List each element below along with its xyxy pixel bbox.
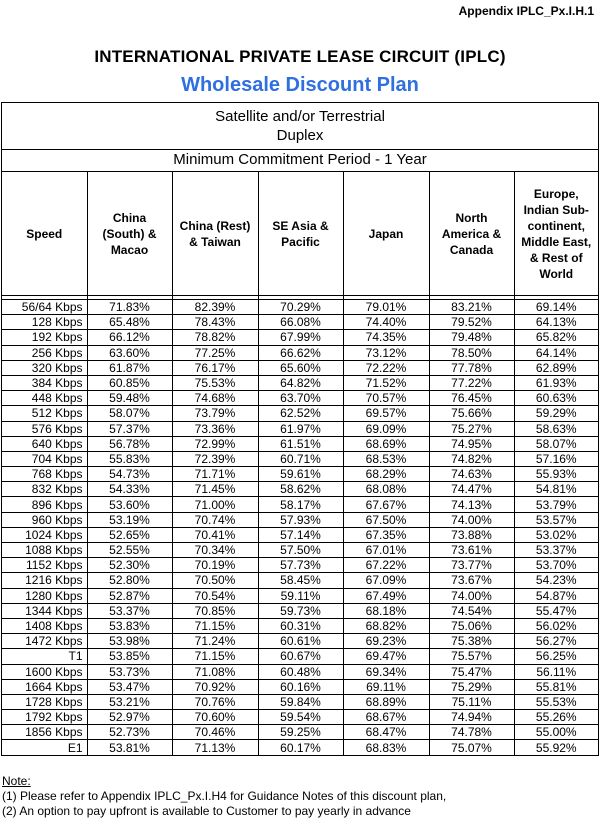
discount-cell: 58.07% xyxy=(514,436,598,451)
discount-cell: 70.76% xyxy=(172,694,258,709)
speed-cell: 896 Kbps xyxy=(2,497,87,512)
discount-cell: 68.67% xyxy=(343,710,429,725)
discount-cell: 71.52% xyxy=(343,375,429,390)
discount-cell: 57.16% xyxy=(514,451,598,466)
discount-cell: 82.39% xyxy=(172,300,258,315)
table-row xyxy=(2,482,598,497)
discount-cell: 74.40% xyxy=(343,315,429,330)
page-subtitle: Wholesale Discount Plan xyxy=(181,74,419,96)
discount-cell: 54.73% xyxy=(87,467,172,482)
discount-cell: 77.25% xyxy=(172,345,258,360)
discount-cell: 71.15% xyxy=(172,649,258,664)
discount-cell: 74.63% xyxy=(429,467,514,482)
discount-cell: 60.71% xyxy=(258,451,343,466)
discount-cell: 62.52% xyxy=(258,406,343,421)
discount-cell: 53.47% xyxy=(87,679,172,694)
speed-cell: 1664 Kbps xyxy=(2,679,87,694)
discount-cell: 52.73% xyxy=(87,725,172,740)
discount-cell: 58.07% xyxy=(87,406,172,421)
discount-cell: 68.89% xyxy=(343,694,429,709)
discount-cell: 53.98% xyxy=(87,634,172,649)
discount-cell: 76.17% xyxy=(172,360,258,375)
discount-cell: 74.95% xyxy=(429,436,514,451)
page-title: INTERNATIONAL PRIVATE LEASE CIRCUIT (IPLC) xyxy=(94,47,506,66)
speed-cell: 1408 Kbps xyxy=(2,618,87,633)
discount-cell: 66.62% xyxy=(258,345,343,360)
discount-cell: 75.07% xyxy=(429,740,514,755)
discount-cell: 66.08% xyxy=(258,315,343,330)
discount-cell: 79.52% xyxy=(429,315,514,330)
discount-cell: 69.09% xyxy=(343,421,429,436)
discount-cell: 77.78% xyxy=(429,360,514,375)
discount-cell: 67.09% xyxy=(343,573,429,588)
discount-cell: 59.61% xyxy=(258,467,343,482)
discount-cell: 67.35% xyxy=(343,527,429,542)
table-row xyxy=(2,740,598,755)
col-china-rest-taiwan: China (Rest) & Taiwan xyxy=(172,172,258,296)
discount-cell: 57.37% xyxy=(87,421,172,436)
speed-cell: 192 Kbps xyxy=(2,330,87,345)
discount-cell: 55.47% xyxy=(514,603,598,618)
discount-cell: 68.29% xyxy=(343,467,429,482)
table-row xyxy=(2,710,598,725)
discount-cell: 60.63% xyxy=(514,391,598,406)
discount-cell: 74.94% xyxy=(429,710,514,725)
discount-cell: 61.87% xyxy=(87,360,172,375)
speed-cell: E1 xyxy=(67,740,83,755)
speed-cell: 512 Kbps xyxy=(2,406,87,421)
speed-cell: 1088 Kbps xyxy=(2,543,87,558)
speed-cell: 256 Kbps xyxy=(2,345,87,360)
discount-cell: 59.48% xyxy=(87,391,172,406)
discount-cell: 71.15% xyxy=(172,618,258,633)
discount-cell: 57.73% xyxy=(258,558,343,573)
service-type: Satellite and/or Terrestrial xyxy=(215,108,385,125)
discount-cell: 70.54% xyxy=(172,588,258,603)
discount-cell: 75.29% xyxy=(429,679,514,694)
discount-cell: 67.50% xyxy=(343,512,429,527)
discount-cell: 57.93% xyxy=(258,512,343,527)
discount-cell: 68.82% xyxy=(343,618,429,633)
discount-cell: 78.82% xyxy=(172,330,258,345)
discount-cell: 70.46% xyxy=(172,725,258,740)
speed-cell: 1600 Kbps xyxy=(2,664,87,679)
discount-cell: 56.02% xyxy=(514,618,598,633)
discount-cell: 52.65% xyxy=(87,527,172,542)
discount-cell: 76.45% xyxy=(429,391,514,406)
discount-cell: 72.22% xyxy=(343,360,429,375)
discount-cell: 68.18% xyxy=(343,603,429,618)
discount-cell: 72.39% xyxy=(172,451,258,466)
discount-cell: 71.08% xyxy=(172,664,258,679)
discount-cell: 65.82% xyxy=(514,330,598,345)
discount-cell: 83.21% xyxy=(429,300,514,315)
discount-cell: 79.01% xyxy=(343,300,429,315)
discount-cell: 73.67% xyxy=(429,573,514,588)
discount-cell: 70.41% xyxy=(172,527,258,542)
discount-cell: 64.13% xyxy=(514,315,598,330)
discount-cell: 58.62% xyxy=(258,482,343,497)
discount-cell: 53.70% xyxy=(514,558,598,573)
discount-cell: 69.14% xyxy=(514,300,598,315)
discount-cell: 57.14% xyxy=(258,527,343,542)
table-body xyxy=(2,296,598,755)
discount-cell: 55.93% xyxy=(514,467,598,482)
discount-cell: 54.33% xyxy=(87,482,172,497)
speed-cell: 832 Kbps xyxy=(2,482,87,497)
discount-cell: 58.63% xyxy=(514,421,598,436)
discount-cell: 69.47% xyxy=(343,649,429,664)
speed-cell: 768 Kbps xyxy=(2,467,87,482)
discount-cell: 69.11% xyxy=(343,679,429,694)
discount-cell: 65.60% xyxy=(258,360,343,375)
table-row xyxy=(2,391,598,406)
table-row xyxy=(2,603,598,618)
discount-cell: 73.61% xyxy=(429,543,514,558)
col-north-america-canada: North America & Canada xyxy=(429,172,514,296)
discount-cell: 55.00% xyxy=(514,725,598,740)
discount-cell: 62.89% xyxy=(514,360,598,375)
discount-cell: 70.19% xyxy=(172,558,258,573)
note-item: (2) An option to pay upfront is available to Customer to pay yearly in advance xyxy=(2,804,411,818)
notes-title: Note: xyxy=(2,774,31,788)
discount-cell: 73.79% xyxy=(172,406,258,421)
discount-cell: 73.12% xyxy=(343,345,429,360)
discount-cell: 64.14% xyxy=(514,345,598,360)
discount-cell: 52.87% xyxy=(87,588,172,603)
discount-cell: 68.47% xyxy=(343,725,429,740)
col-europe-rest-of-world: Europe, Indian Sub-continent, Middle East, & Rest of World xyxy=(514,172,598,296)
discount-cell: 53.79% xyxy=(514,497,598,512)
speed-cell: 320 Kbps xyxy=(2,360,87,375)
discount-cell: 72.99% xyxy=(172,436,258,451)
discount-cell: 71.24% xyxy=(172,634,258,649)
discount-cell: 58.17% xyxy=(258,497,343,512)
discount-cell: 75.66% xyxy=(429,406,514,421)
discount-cell: 57.50% xyxy=(258,543,343,558)
table-row xyxy=(2,512,598,527)
discount-cell: 60.16% xyxy=(258,679,343,694)
discount-cell: 59.29% xyxy=(514,406,598,421)
discount-cell: 74.68% xyxy=(172,391,258,406)
discount-cell: 67.01% xyxy=(343,543,429,558)
table-row xyxy=(2,527,598,542)
discount-cell: 61.51% xyxy=(258,436,343,451)
discount-cell: 74.47% xyxy=(429,482,514,497)
discount-cell: 63.60% xyxy=(87,345,172,360)
discount-cell: 53.73% xyxy=(87,664,172,679)
discount-cell: 70.85% xyxy=(172,603,258,618)
table-row xyxy=(2,436,598,451)
discount-cell: 58.45% xyxy=(258,573,343,588)
discount-cell: 67.49% xyxy=(343,588,429,603)
speed-cell: 1216 Kbps xyxy=(2,573,87,588)
speed-cell: 1024 Kbps xyxy=(2,527,87,542)
discount-cell: 73.88% xyxy=(429,527,514,542)
discount-cell: 75.38% xyxy=(429,634,514,649)
discount-cell: 71.45% xyxy=(172,482,258,497)
table-row xyxy=(2,543,598,558)
discount-cell: 56.27% xyxy=(514,634,598,649)
discount-cell: 75.47% xyxy=(429,664,514,679)
discount-cell: 52.80% xyxy=(87,573,172,588)
discount-cell: 70.34% xyxy=(172,543,258,558)
discount-cell: 52.30% xyxy=(87,558,172,573)
table-row xyxy=(2,573,598,588)
discount-cell: 56.11% xyxy=(514,664,598,679)
discount-cell: 55.83% xyxy=(87,451,172,466)
discount-cell: 73.36% xyxy=(172,421,258,436)
discount-cell: 68.08% xyxy=(343,482,429,497)
table-row xyxy=(2,421,598,436)
discount-cell: 66.12% xyxy=(87,330,172,345)
discount-cell: 74.00% xyxy=(429,512,514,527)
discount-cell: 70.74% xyxy=(172,512,258,527)
discount-cell: 71.83% xyxy=(87,300,172,315)
speed-cell: 1856 Kbps xyxy=(2,725,87,740)
discount-cell: 74.35% xyxy=(343,330,429,345)
speed-cell: 1792 Kbps xyxy=(2,710,87,725)
speed-cell: T1 xyxy=(2,649,87,664)
discount-cell: 53.81% xyxy=(87,740,172,755)
col-japan: Japan xyxy=(343,172,429,296)
table-row xyxy=(2,679,598,694)
commitment-period: Minimum Commitment Period - 1 Year xyxy=(2,150,598,172)
discount-cell: 55.92% xyxy=(514,740,598,755)
discount-cell: 59.84% xyxy=(258,694,343,709)
table-row xyxy=(2,497,598,512)
table-row xyxy=(2,330,598,345)
discount-cell: 68.53% xyxy=(343,451,429,466)
table-row xyxy=(2,558,598,573)
speed-cell: 704 Kbps xyxy=(2,451,87,466)
discount-cell: 73.77% xyxy=(429,558,514,573)
discount-cell: 74.00% xyxy=(429,588,514,603)
discount-cell: 68.83% xyxy=(343,740,429,755)
discount-cell: 52.97% xyxy=(87,710,172,725)
table-row xyxy=(2,360,598,375)
discount-cell: 75.27% xyxy=(429,421,514,436)
discount-cell: 75.53% xyxy=(172,375,258,390)
discount-cell: 74.78% xyxy=(429,725,514,740)
table-row xyxy=(2,664,598,679)
discount-cell: 70.29% xyxy=(258,300,343,315)
col-speed: Speed xyxy=(2,172,87,296)
discount-cell: 53.57% xyxy=(514,512,598,527)
table-row xyxy=(2,588,598,603)
table-header-service xyxy=(2,103,598,150)
notes xyxy=(2,774,446,819)
discount-cell: 55.53% xyxy=(514,694,598,709)
speed-cell: 128 Kbps xyxy=(2,315,87,330)
discount-cell: 70.50% xyxy=(172,573,258,588)
discount-cell: 53.02% xyxy=(514,527,598,542)
discount-cell: 60.85% xyxy=(87,375,172,390)
discount-cell: 61.93% xyxy=(514,375,598,390)
discount-cell: 77.22% xyxy=(429,375,514,390)
service-mode: Duplex xyxy=(276,127,324,144)
discount-cell: 69.57% xyxy=(343,406,429,421)
discount-cell: 70.60% xyxy=(172,710,258,725)
discount-cell: 60.17% xyxy=(258,740,343,755)
discount-cell: 65.48% xyxy=(87,315,172,330)
discount-cell: 53.21% xyxy=(87,694,172,709)
discount-cell: 74.82% xyxy=(429,451,514,466)
discount-cell: 78.43% xyxy=(172,315,258,330)
table-row xyxy=(2,694,598,709)
discount-cell: 74.54% xyxy=(429,603,514,618)
speed-cell: 448 Kbps xyxy=(2,391,87,406)
discount-cell: 59.11% xyxy=(258,588,343,603)
col-china-south-macao: China (South) & Macao xyxy=(87,172,172,296)
speed-cell: 640 Kbps xyxy=(2,436,87,451)
table-row xyxy=(2,725,598,740)
speed-cell: 1280 Kbps xyxy=(2,588,87,603)
note-item: (1) Please refer to Appendix IPLC_Px.I.H4 for Guidance Notes of this discount plan, xyxy=(2,789,447,803)
discount-cell: 54.81% xyxy=(514,482,598,497)
discount-cell: 59.25% xyxy=(258,725,343,740)
discount-cell: 55.81% xyxy=(514,679,598,694)
speed-cell: 1152 Kbps xyxy=(2,558,87,573)
discount-cell: 53.83% xyxy=(87,618,172,633)
table-row xyxy=(2,300,598,315)
discount-cell: 69.34% xyxy=(343,664,429,679)
discount-cell: 60.48% xyxy=(258,664,343,679)
discount-cell: 53.37% xyxy=(514,543,598,558)
speed-cell: 1344 Kbps xyxy=(2,603,87,618)
discount-cell: 70.92% xyxy=(172,679,258,694)
table-row xyxy=(2,634,598,649)
discount-cell: 54.87% xyxy=(514,588,598,603)
discount-cell: 75.11% xyxy=(429,694,514,709)
discount-cell: 53.37% xyxy=(87,603,172,618)
discount-cell: 60.31% xyxy=(258,618,343,633)
discount-cell: 78.50% xyxy=(429,345,514,360)
discount-cell: 52.55% xyxy=(87,543,172,558)
col-se-asia-pacific: SE Asia & Pacific xyxy=(258,172,343,296)
discount-cell: 68.69% xyxy=(343,436,429,451)
table-row xyxy=(2,375,598,390)
rates-grid xyxy=(2,172,598,755)
discount-cell: 60.67% xyxy=(258,649,343,664)
discount-cell: 69.23% xyxy=(343,634,429,649)
table-row xyxy=(2,451,598,466)
discount-cell: 60.61% xyxy=(258,634,343,649)
discount-cell: 63.70% xyxy=(258,391,343,406)
discount-cell: 56.25% xyxy=(514,649,598,664)
table-row xyxy=(2,345,598,360)
discount-cell: 74.13% xyxy=(429,497,514,512)
speed-cell: 384 Kbps xyxy=(2,375,87,390)
column-headers xyxy=(2,172,598,296)
discount-cell: 79.48% xyxy=(429,330,514,345)
discount-cell: 61.97% xyxy=(258,421,343,436)
speed-cell: 1472 Kbps xyxy=(2,634,87,649)
discount-cell: 53.60% xyxy=(87,497,172,512)
discount-cell: 54.23% xyxy=(514,573,598,588)
table-row xyxy=(2,649,598,664)
discount-cell: 67.99% xyxy=(258,330,343,345)
discount-cell: 56.78% xyxy=(87,436,172,451)
discount-cell: 75.06% xyxy=(429,618,514,633)
discount-table xyxy=(1,102,599,756)
discount-cell: 55.26% xyxy=(514,710,598,725)
speed-cell: 960 Kbps xyxy=(2,512,87,527)
discount-cell: 59.54% xyxy=(258,710,343,725)
table-row xyxy=(2,618,598,633)
table-row xyxy=(2,467,598,482)
discount-cell: 53.19% xyxy=(87,512,172,527)
discount-cell: 67.67% xyxy=(343,497,429,512)
discount-cell: 53.85% xyxy=(87,649,172,664)
discount-cell: 59.73% xyxy=(258,603,343,618)
discount-cell: 70.57% xyxy=(343,391,429,406)
speed-cell: 56/64 Kbps xyxy=(2,300,87,315)
discount-cell: 75.57% xyxy=(429,649,514,664)
table-row xyxy=(2,406,598,421)
discount-cell: 64.82% xyxy=(258,375,343,390)
table-row xyxy=(2,315,598,330)
discount-cell: 71.00% xyxy=(172,497,258,512)
discount-cell: 71.71% xyxy=(172,467,258,482)
discount-cell: 71.13% xyxy=(172,740,258,755)
speed-cell: 1728 Kbps xyxy=(2,694,87,709)
appendix-label: Appendix IPLC_Px.I.H.1 xyxy=(458,4,594,18)
discount-cell: 67.22% xyxy=(343,558,429,573)
speed-cell: 576 Kbps xyxy=(2,421,87,436)
